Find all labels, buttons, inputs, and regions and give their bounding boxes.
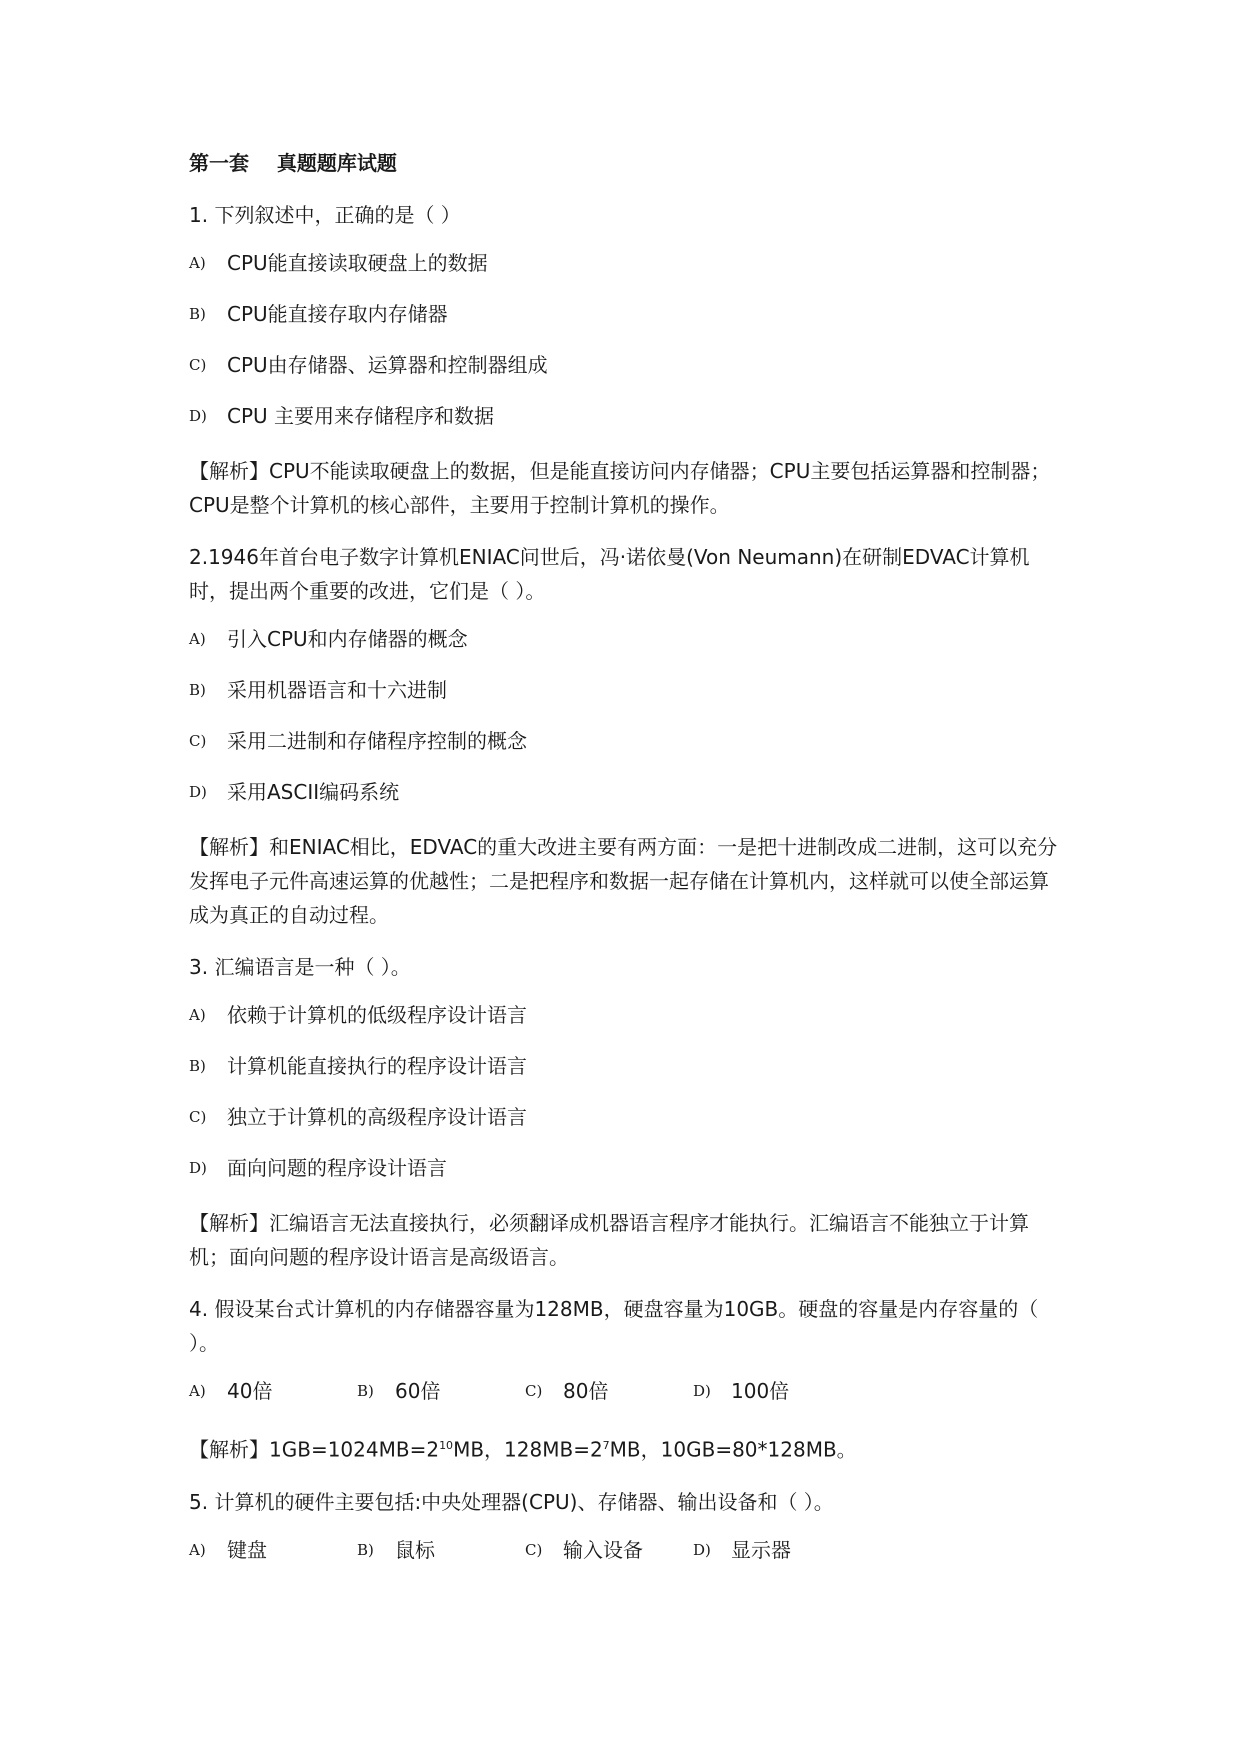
- question-3-stem: 3. 汇编语言是一种（ ）。: [189, 955, 411, 979]
- option-letter: A): [189, 1006, 206, 1024]
- question-4-option-c: [525, 1378, 693, 1404]
- option-letter: B): [189, 305, 206, 323]
- question-5-option-a: [189, 1537, 357, 1563]
- option-text: CPU 主要用来存储程序和数据: [227, 404, 495, 428]
- option-text: 采用机器语言和十六进制: [227, 678, 447, 702]
- option-text: 计算机能直接执行的程序设计语言: [227, 1054, 527, 1078]
- analysis-text: MB，10GB=80*128MB。: [609, 1437, 857, 1462]
- option-letter: B): [357, 1540, 374, 1559]
- option-text: 面向问题的程序设计语言: [227, 1156, 447, 1180]
- question-4-option-b: [357, 1378, 525, 1404]
- question-3-option-a: [189, 1002, 1059, 1028]
- option-letter: C): [189, 1108, 207, 1126]
- question-1-option-c: [189, 352, 1059, 378]
- question-4-option-d: [693, 1378, 861, 1404]
- question-3-option-d: [189, 1155, 1059, 1181]
- option-text: 60倍: [395, 1379, 441, 1403]
- option-text: 独立于计算机的高级程序设计语言: [227, 1105, 527, 1129]
- option-letter: A): [189, 1540, 206, 1559]
- option-letter: D): [693, 1382, 711, 1400]
- question-4-options: [189, 1378, 1059, 1404]
- option-text: 采用二进制和存储程序控制的概念: [227, 729, 527, 753]
- option-letter: B): [189, 1057, 206, 1075]
- question-2-option-b: [189, 677, 1059, 703]
- question-2-option-c: [189, 728, 1059, 754]
- option-text: CPU由存储器、运算器和控制器组成: [227, 353, 548, 377]
- option-text: 键盘: [227, 1537, 267, 1562]
- page-title: 第一套 真题题库试题: [189, 151, 397, 175]
- question-1-option-a: [189, 250, 1059, 276]
- option-letter: D): [189, 407, 207, 425]
- question-1-stem: 1. 下列叙述中，正确的是（ ）: [189, 203, 461, 227]
- exponent: 10: [439, 1439, 454, 1452]
- question-3-analysis: 【解析】汇编语言无法直接执行，必须翻译成机器语言程序才能执行。汇编语言不能独立于计算机；面向问题的程序设计语言是高级语言。: [189, 1211, 1029, 1269]
- option-letter: A): [189, 630, 206, 648]
- option-text: 100倍: [731, 1379, 790, 1403]
- exponent: 7: [602, 1439, 610, 1452]
- option-letter: A): [189, 1382, 206, 1400]
- option-letter: C): [525, 1540, 543, 1559]
- question-5-options: [189, 1537, 1059, 1563]
- option-letter: A): [189, 254, 206, 272]
- option-letter: B): [357, 1382, 374, 1400]
- option-text: 依赖于计算机的低级程序设计语言: [227, 1003, 527, 1027]
- option-letter: C): [525, 1382, 543, 1400]
- option-text: 引入CPU和内存储器的概念: [227, 627, 468, 651]
- question-3-option-b: [189, 1053, 1059, 1079]
- option-letter: D): [693, 1540, 711, 1559]
- question-4-stem: 4. 假设某台式计算机的内存储器容量为128MB，硬盘容量为10GB。硬盘的容量是内存容量的（ ）。: [189, 1297, 1039, 1355]
- question-5-stem: 5. 计算机的硬件主要包括:中央处理器(CPU)、存储器、输出设备和（ ）。: [189, 1489, 834, 1514]
- question-5-option-b: [357, 1537, 525, 1563]
- option-letter: C): [189, 732, 207, 750]
- question-5-option-d: [693, 1537, 861, 1563]
- option-text: CPU能直接读取硬盘上的数据: [227, 251, 488, 275]
- question-2-analysis: 【解析】和ENIAC相比，EDVAC的重大改进主要有两方面：一是把十进制改成二进制，这可以充分发挥电子元件高速运算的优越性；二是把程序和数据一起存储在计算机内，这样就可以使全部运算成为真正的自动过程。: [189, 835, 1058, 927]
- option-text: 40倍: [227, 1379, 273, 1403]
- question-4-analysis: [189, 1429, 1059, 1467]
- document-page: [189, 150, 1059, 1588]
- question-5-option-c: [525, 1537, 693, 1563]
- option-letter: B): [189, 681, 206, 699]
- option-letter: D): [189, 1159, 207, 1177]
- option-text: 采用ASCII编码系统: [227, 780, 400, 804]
- question-2-option-d: [189, 779, 1059, 805]
- question-1-analysis: 【解析】CPU不能读取硬盘上的数据，但是能直接访问内存储器；CPU主要包括运算器和控制器；CPU是整个计算机的核心部件，主要用于控制计算机的操作。: [189, 459, 1051, 517]
- question-4-option-a: [189, 1378, 357, 1404]
- question-1-option-d: [189, 403, 1059, 429]
- question-1-option-b: [189, 301, 1059, 327]
- option-letter: D): [189, 783, 207, 801]
- question-2-option-a: [189, 626, 1059, 652]
- option-text: 鼠标: [395, 1537, 435, 1562]
- option-letter: C): [189, 356, 207, 374]
- option-text: CPU能直接存取内存储器: [227, 302, 448, 326]
- analysis-text: MB，128MB=2: [453, 1437, 603, 1462]
- analysis-text: 【解析】1GB=1024MB=2: [189, 1437, 440, 1462]
- question-3-option-c: [189, 1104, 1059, 1130]
- option-text: 输入设备: [563, 1537, 643, 1562]
- option-text: 80倍: [563, 1379, 609, 1403]
- question-2-stem: 2.1946年首台电子数字计算机ENIAC问世后，冯·诺依曼(Von Neumann)在研制EDVAC计算机时，提出两个重要的改进，它们是（ ）。: [189, 545, 1030, 603]
- option-text: 显示器: [731, 1537, 791, 1562]
